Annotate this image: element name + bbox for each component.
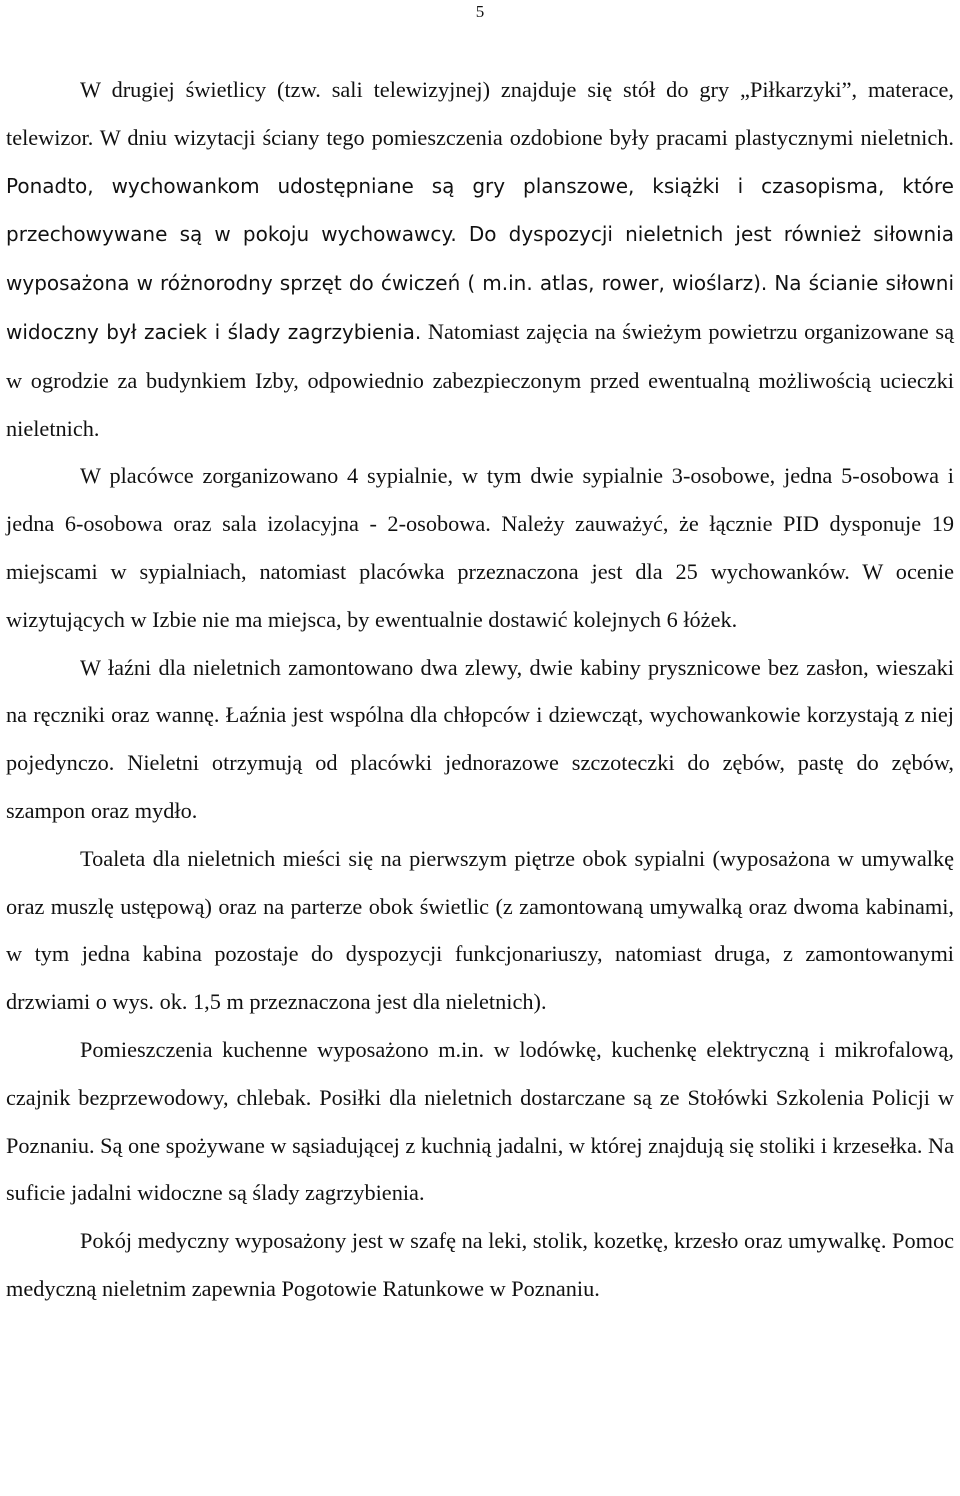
paragraph-text-part: W drugiej świetlicy (tzw. sali telewizyjnej) znajduje się stół do gry „Piłkarzyki”, materace, telewizor. W dniu wizytacji ściany tego pomieszczenia ozdobione były pracami plastycznymi nieletnich. — [6, 77, 954, 150]
document-body — [6, 66, 954, 1313]
paragraph-text-part: Natomiast zajęcia na świeżym powietrzu organizowane są w ogrodzie za budynkiem Izby, odpowiednio zabezpieczonym przed ewentualną możliwością ucieczki nieletnich. — [6, 318, 955, 441]
paragraph-bedrooms: W placówce zorganizowano 4 sypialnie, w tym dwie sypialnie 3-osobowe, jedna 5-osobowa i jedna 6-osobowa oraz sala izolacyjna - 2-osobowa. Należy zauważyć, że łącznie PID dysponuje 19 miejscami w sypialniach, natomiast placówka przeznaczona jest dla 25 wychowanków. W ocenie wizytujących w Izbie nie ma miejsca, by ewentualnie dostawić kolejnych 6 łóżek. — [6, 463, 954, 632]
page-number: 5 — [475, 2, 485, 21]
paragraph-recreation-rooms — [6, 66, 954, 452]
paragraph-toilet: Toaleta dla nieletnich mieści się na pierwszym piętrze obok sypialni (wyposażona w umywalkę oraz muszlę ustępową) oraz na parterze obok świetlic (z zamontowaną umywalką oraz dwoma kabinami, w tym jedna kabina pozostaje do dyspozycji funkcjonariuszy, natomiast druga, z zamontowanymi drzwiami o wys. ok. 1,5 m przeznaczona jest dla nieletnich). — [6, 845, 954, 1015]
paragraph-kitchen: Pomieszczenia kuchenne wyposażono m.in. w lodówkę, kuchenkę elektryczną i mikrofalową, czajnik bezprzewodowy, chlebak. Posiłki dla nieletnich dostarczane są ze Stołówki Szkolenia Policji w Poznaniu. Są one spożywane w sąsiadującej z kuchnią jadalni, w której znajdują się stoliki i krzesełka. Na suficie jadalni widoczne są ślady zagrzybienia. — [6, 1036, 954, 1206]
paragraph-medical-room: Pokój medyczny wyposażony jest w szafę na leki, stolik, kozetkę, krzesło oraz umywalkę. Pomoc medyczną nieletnim zapewnia Pogotowie Ratunkowe w Poznaniu. — [6, 1228, 954, 1301]
paragraph-text-part-sans: Ponadto, wychowankom udostępniane są gry planszowe, książki i czasopisma, które przechowywane są w pokoju wychowawcy. Do dyspozycji nieletnich jest również siłownia wyposażona w różnorodny sprzęt do ćwiczeń ( m.in. atlas, rower, wioślarz). Na ścianie siłowni widoczny był zaciek i ślady zagrzybienia. — [6, 173, 954, 344]
paragraph-bathroom: W łaźni dla nieletnich zamontowano dwa zlewy, dwie kabiny prysznicowe bez zasłon, wieszaki na ręczniki oraz wannę. Łaźnia jest wspólna dla chłopców i dziewcząt, wychowankowie korzystają z niej pojedynczo. Nieletni otrzymują od placówki jednorazowe szczoteczki do zębów, pastę do zębów, szampon oraz mydło. — [6, 654, 954, 823]
